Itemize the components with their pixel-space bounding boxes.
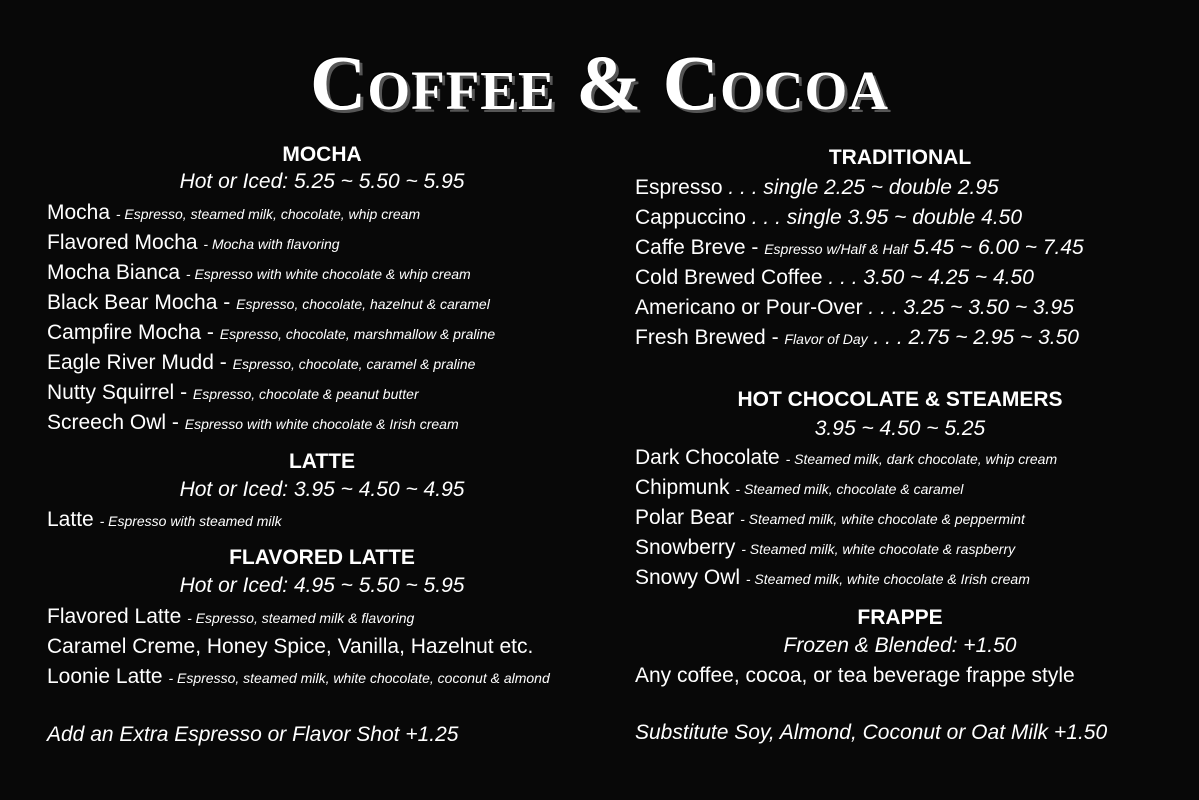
hot-chocolate-prices: 3.95 ~ 4.50 ~ 5.25: [814, 417, 986, 440]
item-name: Cappuccino: [635, 206, 746, 229]
item-name: Campfire Mocha: [47, 321, 202, 344]
item-dash: -: [180, 381, 188, 404]
list-item: [47, 321, 495, 346]
item-name: Loonie Latte: [47, 665, 163, 688]
list-item: [47, 231, 340, 256]
list-item: [47, 261, 471, 286]
list-item: [635, 326, 1079, 351]
item-name: Mocha Bianca: [47, 261, 181, 284]
list-item: [635, 206, 1022, 230]
right-footer: Substitute Soy, Almond, Coconut or Oat Milk +1.50: [635, 721, 1108, 744]
item-name: Mocha: [47, 201, 111, 224]
item-price: . . . 3.50 ~ 4.25 ~ 4.50: [828, 266, 1034, 289]
left-footer: Add an Extra Espresso or Flavor Shot +1.25: [47, 723, 459, 746]
item-name: Latte: [47, 508, 94, 531]
item-dash: -: [223, 291, 231, 314]
item-desc: - Espresso, steamed milk, white chocolate, coconut & almond: [168, 670, 550, 686]
hot-chocolate-heading: HOT CHOCOLATE & STEAMERS: [737, 388, 1063, 411]
item-name: Caffe Breve: [635, 236, 746, 259]
latte-heading: LATTE: [288, 450, 356, 473]
item-desc: - Steamed milk, white chocolate & raspberry: [741, 541, 1016, 557]
item-price: . . . single 2.25 ~ double 2.95: [728, 176, 999, 199]
list-item: [635, 506, 1025, 531]
item-desc: - Espresso, steamed milk, chocolate, whip cream: [115, 206, 421, 222]
item-desc: - Espresso with steamed milk: [99, 513, 282, 529]
item-price: . . . 3.25 ~ 3.50 ~ 3.95: [868, 296, 1074, 319]
mocha-heading: MOCHA: [282, 143, 362, 166]
list-item: [635, 566, 1030, 591]
flavored-latte-heading: FLAVORED LATTE: [229, 546, 415, 569]
list-item: [635, 476, 963, 501]
item-desc: Espresso, chocolate, marshmallow & praline: [219, 326, 496, 342]
item-desc: Espresso with white chocolate & Irish cream: [184, 416, 459, 432]
item-name: Flavored Mocha: [47, 231, 198, 254]
item-dash: -: [219, 351, 227, 374]
list-item: [635, 296, 1074, 320]
menu-title: Coffee & Cocoa: [310, 39, 889, 126]
item-name: Eagle River Mudd: [47, 351, 214, 374]
list-item: [635, 446, 1057, 471]
item-dash: -: [206, 321, 214, 344]
frappe-line: Any coffee, cocoa, or tea beverage frappe style: [635, 664, 1075, 687]
item-name: Nutty Squirrel: [47, 381, 175, 404]
mocha-prices: Hot or Iced: 5.25 ~ 5.50 ~ 5.95: [179, 170, 465, 193]
item-desc: - Steamed milk, white chocolate & Irish cream: [745, 571, 1030, 587]
frappe-prices: Frozen & Blended: +1.50: [783, 634, 1017, 657]
list-item: [635, 536, 1015, 561]
item-desc: Flavor of Day: [784, 331, 868, 347]
list-item: [47, 201, 420, 226]
item-desc: - Espresso with white chocolate & whip cream: [185, 266, 471, 282]
item-desc: Espresso, chocolate & peanut butter: [192, 386, 419, 402]
item-name: Dark Chocolate: [635, 446, 780, 469]
latte-prices: Hot or Iced: 3.95 ~ 4.50 ~ 4.95: [179, 478, 465, 501]
traditional-heading: TRADITIONAL: [828, 146, 972, 169]
list-item: [47, 605, 414, 630]
item-name: Polar Bear: [635, 506, 735, 529]
item-name: Cold Brewed Coffee: [635, 266, 823, 289]
list-item: [47, 665, 550, 690]
item-desc: Espresso, chocolate, caramel & praline: [232, 356, 476, 372]
item-name: Chipmunk: [635, 476, 730, 499]
list-item: [47, 291, 490, 316]
item-desc: Espresso, chocolate, hazelnut & caramel: [236, 296, 490, 312]
list-item: [47, 381, 419, 406]
list-item: [47, 351, 475, 376]
item-price: . . . 2.75 ~ 2.95 ~ 3.50: [873, 326, 1079, 349]
item-name: Caramel Creme, Honey Spice, Vanilla, Hazelnut etc.: [47, 635, 534, 658]
flavored-latte-prices: Hot or Iced: 4.95 ~ 5.50 ~ 5.95: [179, 574, 465, 597]
item-desc: - Steamed milk, white chocolate & peppermint: [740, 511, 1025, 527]
item-name: Snowy Owl: [635, 566, 741, 589]
item-desc: - Mocha with flavoring: [203, 236, 340, 252]
list-item: [47, 411, 459, 436]
item-name: Black Bear Mocha: [47, 291, 218, 314]
item-desc: - Steamed milk, dark chocolate, whip cream: [785, 451, 1058, 467]
item-price: . . . single 3.95 ~ double 4.50: [751, 206, 1023, 229]
list-item: [635, 176, 999, 200]
frappe-heading: FRAPPE: [857, 606, 943, 629]
item-name: Americano or Pour-Over: [635, 296, 863, 319]
item-name: Fresh Brewed: [635, 326, 766, 349]
list-item: [47, 508, 282, 533]
item-desc: - Steamed milk, chocolate & caramel: [735, 481, 964, 497]
list-item: [635, 266, 1034, 290]
item-name: Snowberry: [635, 536, 736, 559]
list-item: [47, 635, 533, 659]
item-dash: -: [771, 326, 779, 349]
item-name: Screech Owl: [47, 411, 167, 434]
item-name: Espresso: [635, 176, 723, 199]
item-name: Flavored Latte: [47, 605, 182, 628]
item-dash: -: [171, 411, 179, 434]
list-item: [635, 236, 1084, 261]
item-dash: -: [751, 236, 759, 259]
item-desc: - Espresso, steamed milk & flavoring: [187, 610, 415, 626]
item-desc: Espresso w/Half & Half: [764, 241, 908, 257]
item-price: 5.45 ~ 6.00 ~ 7.45: [913, 236, 1084, 259]
